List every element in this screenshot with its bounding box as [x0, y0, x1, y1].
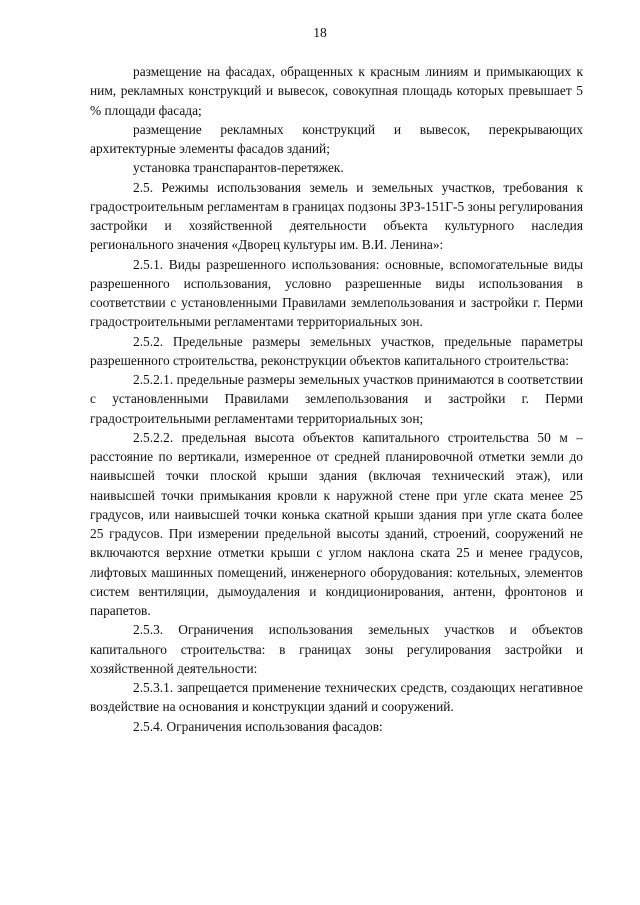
- paragraph-architectural-elements: размещение рекламных конструкций и вывесок, перекрывающих архитектурные элементы фасадов зданий;: [90, 121, 583, 156]
- paragraph-section-2-5-1: 2.5.1. Виды разрешенного использования: основные, вспомогательные виды разрешенного использования, условно разрешенные виды использования в соответствии с установленными Правилами землепользования и застройки г. Перми градостроительными регламентами территориальных зон.: [90, 256, 583, 330]
- paragraph-section-2-5-2-2: 2.5.2.2. предельная высота объектов капитального строительства 50 м – расстояние по вертикали, измеренное от средней планировочной отметки земли до наивысшей точки плоской крыши здания (включая технический этаж), или наивысшей точки примыкания кровли к наружной стене при угле ската менее 25 градусов, или наивысшей точки конька скатной крыши здания при угле ската более 25 градусов. При измерении предельной высоты зданий, строений, сооружений не включаются верхние отметки крыши с углом наклона ската 25 и менее градусов, лифтовых машинных помещений, инженерного оборудования: котельных, элементов систем вентиляции, дымоудаления и кондиционирования, антенн, фронтонов и парапетов.: [90, 429, 583, 618]
- paragraph-section-2-5: 2.5. Режимы использования земель и земельных участков, требования к градостроительным регламентам в границах подзоны ЗРЗ-151Г-5 зоны регулирования застройки и хозяйственной деятельности объекта культурного наследия регионального значения «Дворец культуры им. В.И. Ленина»:: [90, 179, 583, 253]
- document-body: [90, 62, 583, 736]
- paragraph-section-2-5-3-1: 2.5.3.1. запрещается применение технических средств, создающих негативное воздействие на основания и конструкции зданий и сооружений.: [90, 680, 583, 715]
- paragraph-section-2-5-4: 2.5.4. Ограничения использования фасадов:: [133, 718, 383, 734]
- paragraph-section-2-5-2: 2.5.2. Предельные размеры земельных участков, предельные параметры разрешенного строительства, реконструкции объектов капитального строительства:: [90, 333, 583, 368]
- paragraph-banners: установка транспарантов-перетяжек.: [133, 160, 344, 176]
- paragraph-facade-placement: размещение на фасадах, обращенных к красным линиям и примыкающих к ним, рекламных конструкций и вывесок, совокупная площадь которых превышает 5 % площади фасада;: [90, 64, 583, 118]
- paragraph-section-2-5-3: 2.5.3. Ограничения использования земельных участков и объектов капитального строительства: в границах зоны регулирования застройки и хозяйственной деятельности:: [90, 622, 583, 676]
- paragraph-section-2-5-2-1: 2.5.2.1. предельные размеры земельных участков принимаются в соответствии с установленными Правилами землепользования и застройки г. Перми градостроительными регламентами территориальных зон;: [90, 372, 583, 426]
- page-number: 18: [313, 25, 327, 40]
